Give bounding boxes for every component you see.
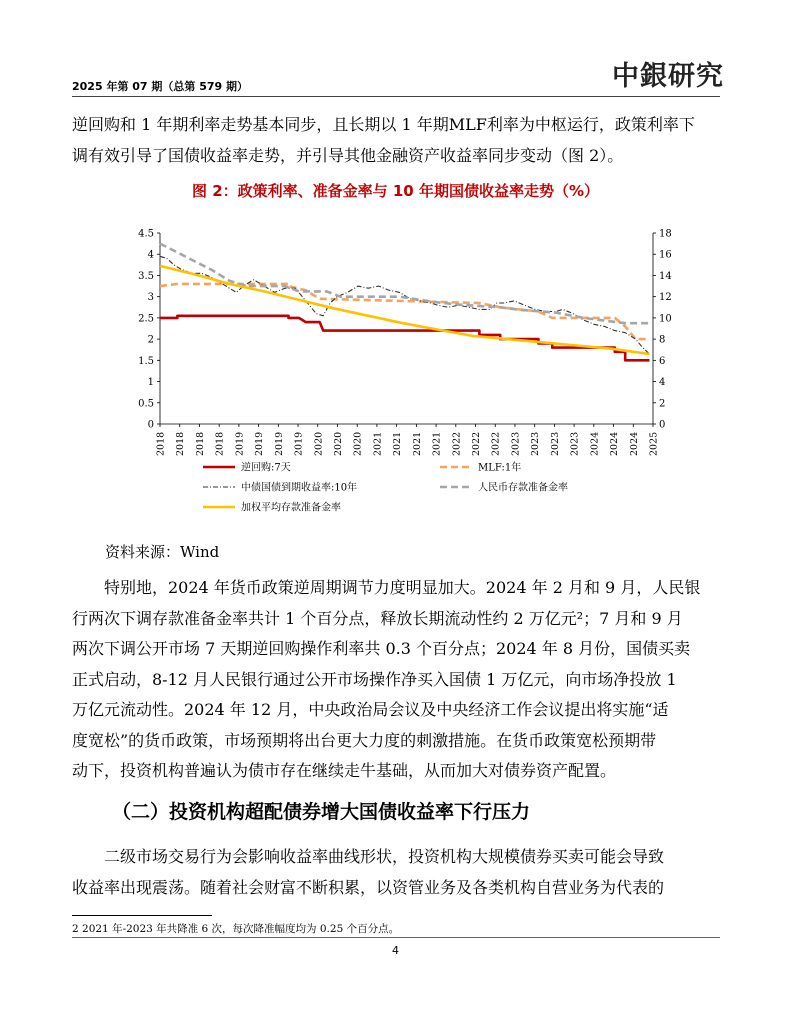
legend-label: 中债国债到期收益率:10年 (241, 482, 358, 494)
page-number: 4 (392, 944, 399, 957)
series-line (160, 266, 650, 354)
series-line (160, 244, 650, 324)
issue-label: 2025 年第 07 期（总第 579 期） (72, 80, 249, 93)
left-tick-label: 0.5 (138, 398, 154, 410)
x-tick-label: 2019 (234, 431, 246, 456)
x-tick-label: 2023 (510, 431, 522, 456)
x-tick-label: 2024 (628, 431, 640, 456)
x-tick-label: 2024 (609, 431, 621, 456)
right-tick-label: 12 (659, 292, 672, 304)
x-tick-label: 2021 (411, 431, 423, 456)
right-tick-label: 0 (659, 419, 666, 431)
x-tick-label: 2020 (332, 431, 344, 456)
left-tick-label: 2.5 (138, 313, 154, 325)
right-tick-label: 14 (659, 270, 672, 282)
x-tick-label: 2021 (372, 431, 384, 456)
x-tick-label: 2020 (352, 431, 364, 456)
body-line: 正式启动，8-12 月人民银行通过公开市场操作净买入国债 1 万亿元，向市场净投放 1 (72, 669, 677, 689)
x-tick-label: 2023 (549, 431, 561, 456)
intro-line: 逆回购和 1 年期利率走势基本同步，且长期以 1 年期MLF利率为中枢运行，政策利率下 (72, 115, 695, 134)
left-tick-label: 1.5 (138, 355, 154, 367)
x-tick-label: 2018 (214, 431, 226, 456)
x-tick-label: 2022 (471, 431, 483, 456)
x-tick-label: 2018 (194, 431, 206, 456)
body-line: 万亿元流动性。2024 年 12 月，中央政治局会议及中央经济工作会议提出将实施“适 (72, 700, 669, 719)
footnote-divider (72, 915, 212, 916)
series-line (160, 256, 650, 354)
x-tick-label: 2018 (175, 431, 187, 456)
left-tick-label: 1 (147, 377, 154, 389)
right-tick-label: 16 (659, 249, 672, 261)
right-tick-label: 2 (659, 398, 666, 410)
x-tick-label: 2019 (273, 431, 285, 456)
section-heading: （二）投资机构超配债券增大国债收益率下行压力 (112, 801, 531, 823)
left-tick-label: 0 (147, 419, 154, 431)
left-tick-label: 2 (147, 334, 154, 346)
left-tick-label: 4 (147, 249, 154, 261)
right-tick-label: 8 (659, 334, 666, 346)
body-line: 行两次下调存款准备金率共计 1 个百分点，释放长期流动性约 2 万亿元²；7 月和 9 月 (72, 608, 683, 628)
x-tick-label: 2023 (530, 431, 542, 456)
left-tick-label: 3 (147, 292, 154, 304)
right-tick-label: 10 (659, 313, 672, 325)
right-tick-label: 6 (659, 355, 666, 367)
x-tick-label: 2024 (589, 431, 601, 456)
page-divider (72, 937, 720, 938)
x-tick-label: 2020 (313, 431, 325, 456)
x-tick-label: 2025 (648, 431, 660, 456)
section-line: 收益率出现震荡。随着社会财富不断积累，以资管业务及各类机构自营业务为代表的 (72, 877, 665, 897)
body-line: 特别地，2024 年货币政策逆周期调节力度明显加大。2024 年 2 月和 9 月，人民银 (104, 578, 701, 597)
legend-label: 人民币存款准备金率 (478, 482, 568, 494)
x-tick-label: 2021 (431, 431, 443, 456)
x-tick-label: 2021 (392, 431, 404, 456)
right-tick-label: 18 (659, 228, 672, 240)
footnote: 2 2021 年-2023 年共降准 6 次，每次降准幅度均为 0.25 个百分点。 (72, 923, 400, 935)
body-line: 两次下调公开市场 7 天期逆回购操作利率共 0.3 个百分点；2024 年 8 月份，国债买卖 (72, 639, 691, 658)
legend-label: 加权平均存款准备金率 (241, 502, 341, 514)
body-line: 度宽松”的货币政策，市场预期将出台更大力度的刺激措施。在货币政策宽松预期带 (72, 730, 657, 750)
x-tick-label: 2022 (451, 431, 463, 456)
x-tick-label: 2019 (293, 431, 305, 456)
x-tick-label: 2018 (155, 431, 167, 456)
section-paragraph (72, 842, 720, 903)
legend-label: MLF:1年 (478, 462, 522, 474)
body-line: 动下，投资机构普遍认为债市存在继续走牛基础，从而加大对债券资产配置。 (72, 761, 617, 780)
left-tick-label: 3.5 (138, 270, 154, 282)
source-label: 资料来源：Wind (105, 543, 220, 561)
intro-line: 调有效引导了国债收益率走势，并引导其他金融资产收益率同步变动（图 2）。 (72, 145, 624, 165)
publication-logo: 中銀研究 (612, 61, 724, 92)
legend-label: 逆回购:7天 (241, 462, 291, 474)
section-line: 二级市场交易行为会影响收益率曲线形状，投资机构大规模债券买卖可能会导致 (104, 847, 665, 866)
x-tick-label: 2022 (490, 431, 502, 456)
x-tick-label: 2023 (569, 431, 581, 456)
right-tick-label: 4 (659, 377, 666, 389)
x-tick-label: 2019 (254, 431, 266, 456)
body-paragraph (72, 573, 720, 787)
left-tick-label: 4.5 (138, 228, 154, 240)
figure-title: 图 2：政策利率、准备金率与 10 年期国债收益率走势（%） (191, 182, 599, 200)
